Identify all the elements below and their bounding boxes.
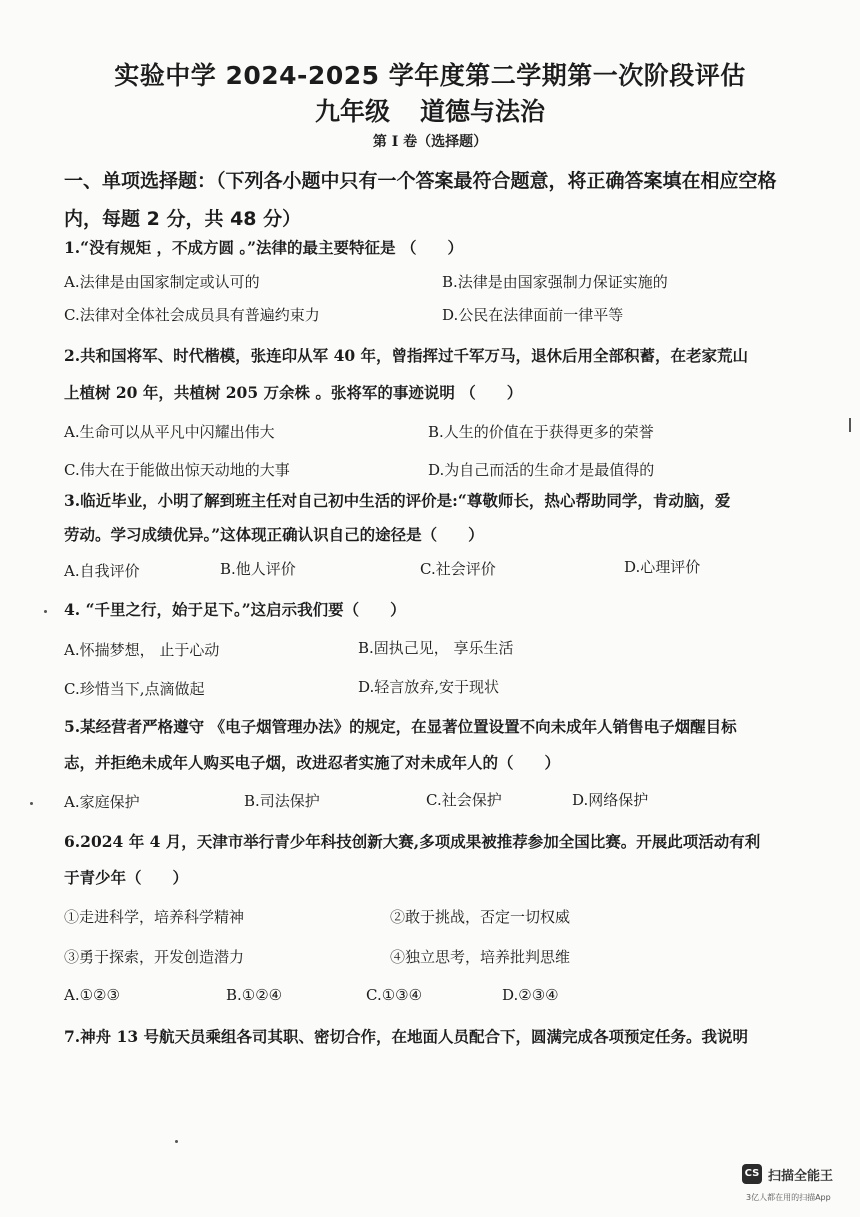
question-5-option-c: C.社会保护 — [426, 791, 502, 809]
question-1-stem: 1.“没有规矩 ，不成方圆 。”法律的最主要特征是 （ ） — [64, 238, 463, 257]
question-6-option-a: A.①②③ — [64, 986, 120, 1004]
scanner-tagline: 3亿人都在用的扫描App — [746, 1193, 831, 1202]
question-5-option-a: A.家庭保护 — [64, 793, 140, 811]
question-7-stem: 7.神舟 13 号航天员乘组各司其职、密切合作，在地面人员配合下，圆满完成各项预定任务。我说明 — [64, 1027, 749, 1046]
question-1-option-c: C.法律对全体社会成员具有普遍约束力 — [64, 306, 320, 324]
question-3-option-c: C.社会评价 — [420, 560, 496, 578]
scan-speck — [175, 1140, 178, 1143]
question-2-stem-line2: 上植树 20 年，共植树 205 万余株 。张将军的事迹说明 （ ） — [64, 383, 523, 402]
question-3-stem-line1: 3.临近毕业，小明了解到班主任对自己初中生活的评价是:“尊敬师长，热心帮助同学，肯动脑，爱 — [64, 491, 731, 510]
section-heading-line2: 内，每题 2 分，共 48 分） — [64, 208, 302, 230]
question-6-option-c: C.①③④ — [366, 986, 423, 1004]
question-5-option-d: D.网络保护 — [572, 791, 649, 809]
question-3-stem-line2: 劳动。学习成绩优异。”这体现正确认识自己的途径是（ ） — [64, 525, 484, 544]
question-2-option-c: C.伟大在于能做出惊天动地的大事 — [64, 461, 290, 479]
exam-subtitle — [0, 92, 860, 128]
question-5-option-b: B.司法保护 — [244, 792, 320, 810]
question-3-option-d: D.心理评价 — [624, 558, 701, 576]
subject-label: 道德与法治 — [420, 97, 546, 126]
question-1-option-d: D.公民在法律面前一律平等 — [442, 306, 624, 324]
question-6-item-3: ③勇于探索，开发创造潜力 — [64, 948, 245, 966]
question-4-stem: 4. “千里之行，始于足下。”这启示我们要（ ） — [64, 600, 406, 619]
section-heading-line1: 一、单项选择题：（下列各小题中只有一个答案最符合题意，将正确答案填在相应空格 — [64, 170, 777, 192]
exam-title: 实验中学 2024-2025 学年度第二学期第一次阶段评估 — [114, 61, 746, 90]
scanner-logo-icon: CS — [742, 1164, 762, 1184]
question-6-item-4: ④独立思考，培养批判思维 — [390, 948, 571, 966]
question-6-item-2: ②敢于挑战，否定一切权威 — [390, 908, 571, 926]
scanner-app-name: 扫描全能王 — [768, 1169, 834, 1184]
scan-speck — [30, 802, 33, 805]
question-5-stem-line2: 志，并拒绝未成年人购买电子烟，改进忍者实施了对未成年人的（ ） — [64, 753, 561, 772]
question-6-option-b: B.①②④ — [226, 986, 283, 1004]
question-2-option-b: B.人生的价值在于获得更多的荣誉 — [428, 423, 654, 441]
question-4-option-b: B.固执己见， 享乐生活 — [358, 639, 514, 657]
question-6-item-1: ①走进科学，培养科学精神 — [64, 908, 245, 926]
question-2-stem-line1: 2.共和国将军、时代楷模，张连印从军 40 年，曾指挥过千军万马，退休后用全部积蓄，在老家荒山 — [64, 346, 749, 365]
question-1-option-b: B.法律是由国家强制力保证实施的 — [442, 273, 668, 291]
scan-speck — [849, 418, 851, 432]
volume-label: 第 I 卷（选择题） — [372, 134, 488, 150]
question-2-option-d: D.为自己而活的生命才是最值得的 — [428, 461, 655, 479]
question-6-stem-line1: 6.2024 年 4 月，天津市举行青少年科技创新大赛,多项成果被推荐参加全国比赛。开展此项活动有利 — [64, 832, 761, 851]
question-4-option-c: C.珍惜当下,点滴做起 — [64, 680, 205, 698]
question-5-stem-line1: 5.某经营者严格遵守 《电子烟管理办法》的规定，在显著位置设置不向未成年人销售电子烟醒目标 — [64, 717, 737, 736]
question-6-option-d: D.②③④ — [502, 986, 559, 1004]
question-3-option-b: B.他人评价 — [220, 560, 296, 578]
question-4-option-a: A.怀揣梦想， 止于心动 — [64, 641, 220, 659]
scan-speck — [44, 610, 47, 613]
question-3-option-a: A.自我评价 — [64, 562, 140, 580]
question-4-option-d: D.轻言放弃,安于现状 — [358, 678, 500, 696]
question-6-stem-line2: 于青少年（ ） — [64, 868, 189, 887]
grade-label: 九年级 — [314, 97, 390, 126]
question-1-option-a: A.法律是由国家制定或认可的 — [64, 273, 260, 291]
question-2-option-a: A.生命可以从平凡中闪耀出伟大 — [64, 423, 275, 441]
